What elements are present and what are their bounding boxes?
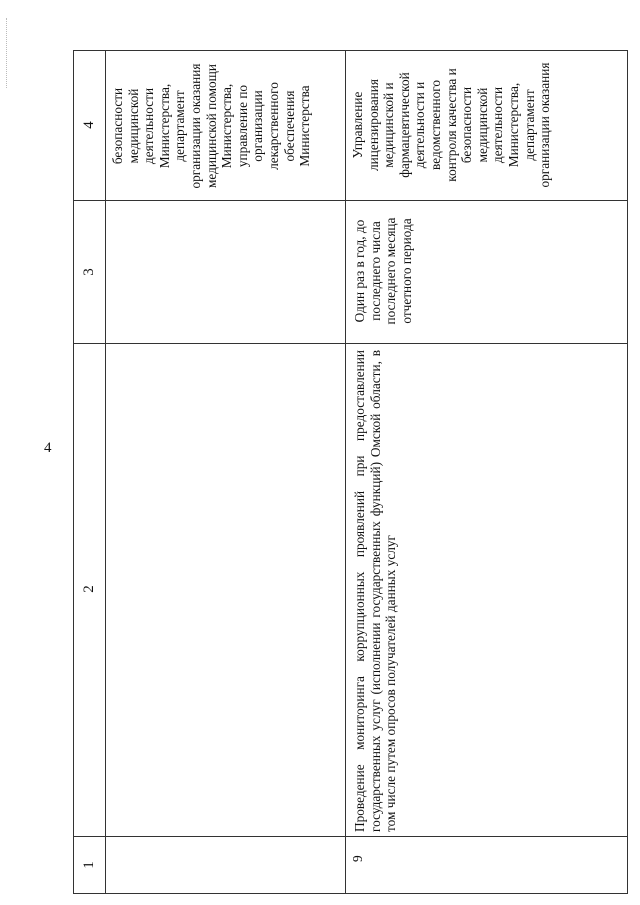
page-number: 4 <box>44 440 52 456</box>
col-divider-4-3 <box>73 200 628 201</box>
table-border-row <box>345 50 346 894</box>
col-divider-2-1 <box>73 836 628 837</box>
row9-number: 9 <box>350 855 365 862</box>
scan-marks <box>6 18 17 88</box>
row9-col4-text: Управление лицензирования медицинской и фармацевтической деятельности и ведомственного контроля качества и безопасности медицинской деятельности Министерства, департамент организации оказания <box>350 62 553 188</box>
col-number-4: 4 <box>81 121 97 129</box>
row9-col3-text: Один раз в год, до последнего числа последнего месяца отчетного периода <box>352 217 414 325</box>
table-border-right <box>627 50 628 894</box>
row9-col2-text: Проведение мониторинга коррупционных проявлений при предоставлении государственных услуг (исполнении государственных функций) Омской области, в том числе путем опросов получателей данных услуг <box>352 350 399 832</box>
table-border-header <box>105 50 106 894</box>
table-border-bottom <box>73 893 628 894</box>
table-border-top <box>73 50 628 51</box>
col-divider-3-2 <box>73 343 628 344</box>
cont-row-col4-text: безопасности медицинской деятельности Министерства, департамент организации оказания медицинской помощи Министерства, управление по организации лекарственного обеспечения Министерства <box>110 63 313 189</box>
table-border-left <box>73 50 74 894</box>
col-number-2: 2 <box>81 585 97 593</box>
col-number-1: 1 <box>81 861 97 869</box>
col-number-3: 3 <box>81 268 97 276</box>
